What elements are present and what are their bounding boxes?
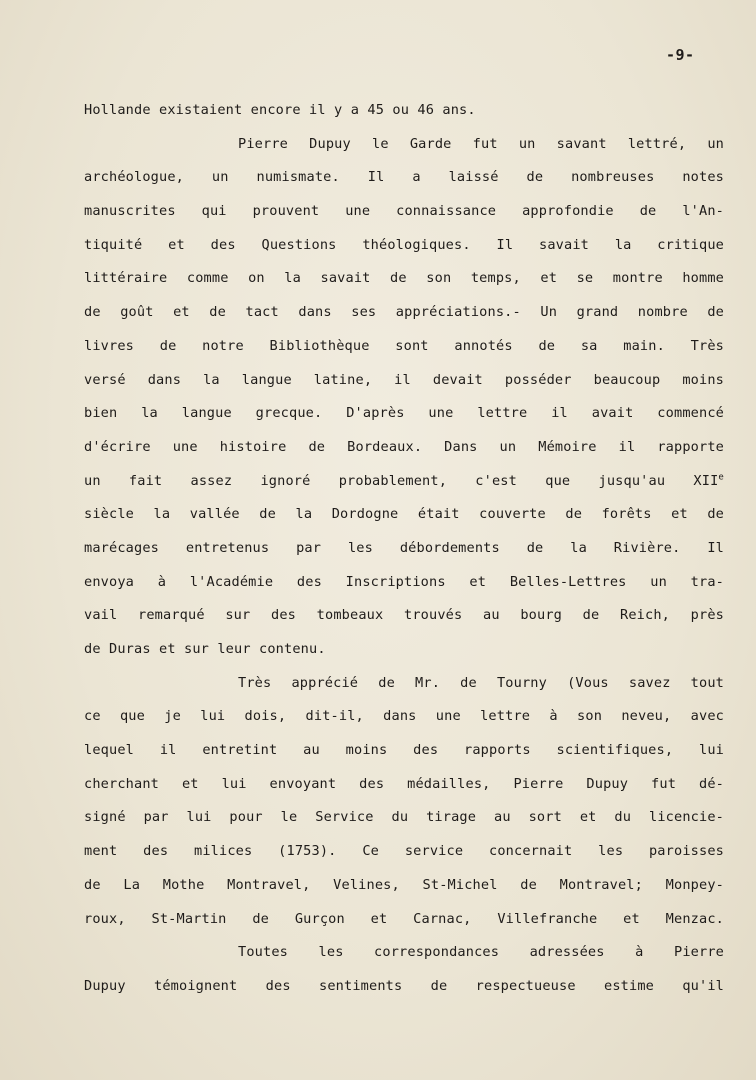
text-line — [84, 364, 724, 398]
text-line — [84, 768, 724, 802]
text-line-content: de Duras et sur leur contenu. — [84, 641, 326, 657]
text-line — [84, 970, 724, 1004]
text-line-content: d'écrire une histoire de Bordeaux. Dans un Mémoire il rapporte — [84, 438, 724, 455]
text-line-content: signé par lui pour le Service du tirage au sort et du licencie- — [84, 809, 724, 826]
text-line — [84, 397, 724, 431]
text-line-content: Dupuy témoignent des sentiments de respectueuse estime qu'il — [84, 977, 724, 994]
text-line — [84, 599, 724, 633]
text-line-content: Toutes les correspondances adressées à Pierre — [238, 944, 724, 961]
text-line — [84, 161, 724, 195]
page-number: -9- — [666, 46, 695, 64]
text-line — [84, 835, 724, 869]
text-line — [84, 229, 724, 263]
text-line-content: vail remarqué sur des tombeaux trouvés au bourg de Reich, près — [84, 607, 724, 624]
text-line — [84, 734, 724, 768]
text-line-content: ment des milices (1753). Ce service concernait les paroisses — [84, 843, 724, 860]
text-line — [84, 195, 724, 229]
text-line — [84, 128, 724, 162]
text-line-content: Hollande existaient encore il y a 45 ou 46 ans. — [84, 102, 476, 118]
text-line-content: littéraire comme on la savait de son temps, et se montre homme — [84, 270, 724, 287]
text-line-content: Pierre Dupuy le Garde fut un savant lettré, un — [238, 135, 724, 152]
text-line-content: bien la langue grecque. D'après une lettre il avait commencé — [84, 405, 724, 422]
text-line — [84, 667, 724, 701]
superscript: e — [718, 472, 724, 483]
text-line-content: versé dans la langue latine, il devait posséder beaucoup moins — [84, 371, 724, 388]
text-line-content: siècle la vallée de la Dordogne était couverte de forêts et de — [84, 506, 724, 523]
text-line-content: de goût et de tact dans ses appréciations.- Un grand nombre de — [84, 304, 724, 321]
text-line — [84, 94, 724, 128]
text-line — [84, 633, 724, 667]
text-line — [84, 566, 724, 600]
text-line — [84, 262, 724, 296]
text-line-content: marécages entretenus par les débordements de la Rivière. Il — [84, 539, 724, 556]
text-line-content: tiquité et des Questions théologiques. Il savait la critique — [84, 236, 724, 253]
text-line-content: manuscrites qui prouvent une connaissance approfondie de l'An- — [84, 203, 724, 220]
text-line — [84, 869, 724, 903]
text-line-content: Très apprécié de Mr. de Tourny (Vous savez tout — [238, 674, 724, 691]
text-line — [84, 431, 724, 465]
text-line — [84, 700, 724, 734]
text-line — [84, 936, 724, 970]
text-line-content: ce que je lui dois, dit-il, dans une lettre à son neveu, avec — [84, 708, 724, 725]
text-line — [84, 296, 724, 330]
text-line — [84, 465, 724, 499]
text-line — [84, 532, 724, 566]
text-line — [84, 903, 724, 937]
text-line-content: roux, St-Martin de Gurçon et Carnac, Villefranche et Menzac. — [84, 910, 724, 927]
text-line-content: archéologue, un numismate. Il a laissé de nombreuses notes — [84, 169, 724, 186]
text-line-content: livres de notre Bibliothèque sont annotés de sa main. Très — [84, 337, 724, 354]
text-line — [84, 801, 724, 835]
text-line-content: lequel il entretint au moins des rapports scientifiques, lui — [84, 742, 724, 759]
text-line-content: un fait assez ignoré probablement, c'est que jusqu'au XII — [84, 472, 719, 489]
text-line — [84, 498, 724, 532]
body-text — [84, 94, 724, 1004]
text-line — [84, 330, 724, 364]
text-line-content: cherchant et lui envoyant des médailles, Pierre Dupuy fut dé- — [84, 775, 724, 792]
text-line-content: envoya à l'Académie des Inscriptions et Belles-Lettres un tra- — [84, 573, 724, 590]
text-line-content: de La Mothe Montravel, Velines, St-Michel de Montravel; Monpey- — [84, 876, 724, 893]
